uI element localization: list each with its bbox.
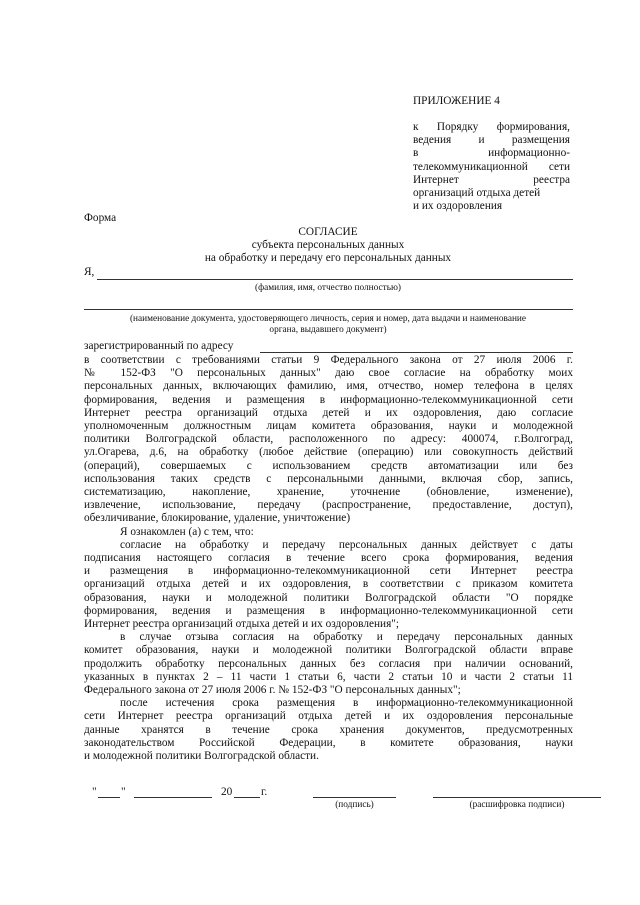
body-line: после истечения срока размещения в информационно-телекоммуникационной: [120, 697, 573, 710]
document-line[interactable]: [84, 309, 573, 310]
body-line: указанных в пунктах 2 – 11 части 1 статьи 6, части 2 статьи 10 и части 2 статьи 11: [84, 670, 573, 683]
date-year-line[interactable]: [234, 797, 260, 798]
date-open-quote: ": [92, 786, 97, 798]
body-line: Интернет реестра организаций отдыха детей и их оздоровления";: [84, 618, 400, 631]
body-line: в случае отзыва согласия на обработку и передачу персональных данных: [120, 631, 573, 644]
body-line: образования, науки и молодежной политики Волгоградской области "О порядке: [84, 591, 573, 604]
appendix-line: в информационно-: [413, 147, 570, 160]
document-caption-1: (наименование документа, удостоверяющего личность, серия и номер, дата выдачи и наименование: [129, 314, 527, 324]
appendix-line: и их оздоровления: [413, 200, 503, 213]
body-line: комитет образования, науки и молодежной политики Волгоградской области вправе: [84, 644, 573, 657]
appendix-title: ПРИЛОЖЕНИЕ 4: [413, 95, 500, 107]
body-line: извлечение, использование, передачу (распространение, предоставление, доступ),: [84, 499, 573, 512]
form-label: Форма: [84, 212, 117, 224]
registered-label: зарегистрированный по адресу: [84, 340, 234, 352]
heading-subtitle-1: субъекта персональных данных: [251, 239, 405, 252]
year-prefix: 20: [221, 786, 233, 798]
body-line: ул.Огарева, д.6, на обработку (любое действие (операцию) или совокупность действий: [84, 446, 573, 459]
consent-body: [84, 354, 573, 763]
body-line: сети Интернет реестра организаций отдыха детей и их оздоровления персональные: [84, 710, 573, 723]
appendix-line: Интернет реестра: [413, 173, 570, 186]
body-line: персональных данных, включающих фамилию, имя, отчество, номер телефона в целях: [84, 380, 573, 393]
signature-line[interactable]: [313, 797, 396, 798]
appendix-line: организаций отдыха детей: [413, 187, 541, 200]
ya-label: Я,: [84, 266, 95, 278]
year-suffix: г.: [261, 786, 268, 798]
body-line: в соответствии с требованиями статьи 9 Федерального закона от 27 июля 2006 г.: [84, 354, 573, 366]
body-line: использования таких средств с персональными данными, включая сбор, запись,: [84, 472, 573, 485]
body-line: и размещения в информационно-телекоммуникационной сети Интернет реестра: [84, 565, 573, 578]
document-caption: [84, 314, 572, 336]
body-line: формирования, ведения и размещения в информационно-телекоммуникационной сети: [84, 604, 573, 617]
body-line: формирования, ведения и размещения в информационно-телекоммуникационной сети: [84, 393, 573, 406]
body-line: уполномоченным должностным лицам комитета образования, науки и молодежной: [84, 420, 573, 433]
heading-title: СОГЛАСИЕ: [298, 226, 358, 238]
appendix-text: [413, 121, 570, 213]
body-line: продолжить обработку персональных данных без согласия при наличии оснований,: [84, 657, 573, 670]
body-line: данные хранятся в течение срока хранения документов, предусмотренных: [84, 723, 573, 736]
body-line: № 152-ФЗ "О персональных данных" даю свое согласие на обработку моих: [84, 367, 573, 380]
fio-line[interactable]: [97, 279, 573, 280]
heading: [84, 226, 572, 266]
fio-caption: (фамилия, имя, отчество полностью): [254, 283, 401, 293]
signature-decode-caption: (расшифровка подписи): [469, 800, 565, 810]
body-line: и молодежной политики Волгоградской области.: [84, 750, 319, 763]
acquainted-line: Я ознакомлен (а) с тем, что:: [120, 525, 254, 538]
address-line[interactable]: [260, 352, 573, 353]
body-line: Федерального закона от 27 июля 2006 г. № 152-ФЗ "О персональных данных";: [84, 684, 461, 697]
body-line: организаций отдыха детей и их оздоровления, в соответствии с приказом комитета: [84, 578, 573, 591]
document-caption-2: органа, выдавшего документ): [269, 325, 387, 335]
appendix-line: к Порядку формирования,: [413, 121, 570, 133]
body-line: законодательством Российской Федерации, в комитете образования, науки: [84, 736, 573, 749]
heading-subtitle-2: на обработку и передачу его персональных данных: [204, 252, 452, 265]
date-close-quote: ": [121, 786, 126, 798]
signature-decode-line[interactable]: [433, 797, 601, 798]
body-line: обезличивание, блокирование, удаление, уничтожение): [84, 512, 351, 525]
date-day-line[interactable]: [98, 797, 120, 798]
appendix-line: телекоммуникационной сети: [413, 160, 570, 173]
signature-caption: (подпись): [335, 800, 374, 810]
date-month-line[interactable]: [134, 797, 212, 798]
body-line: Интернет реестра организаций отдыха детей и их оздоровления, даю согласие: [84, 406, 573, 419]
appendix-line: ведения и размещения: [413, 134, 570, 147]
body-line: политики Волгоградской области, расположенного по адресу: 400074, г.Волгоград,: [84, 433, 573, 446]
body-line: согласие на обработку и передачу персональных данных действует с даты: [120, 538, 573, 551]
body-line: систематизацию, накопление, хранение, уточнение (обновление, изменение),: [84, 486, 573, 499]
body-line: (операций), совершаемых с использованием средств автоматизации или без: [84, 459, 573, 472]
body-line: подписания настоящего согласия в течение всего срока формирования, ведения: [84, 552, 573, 565]
